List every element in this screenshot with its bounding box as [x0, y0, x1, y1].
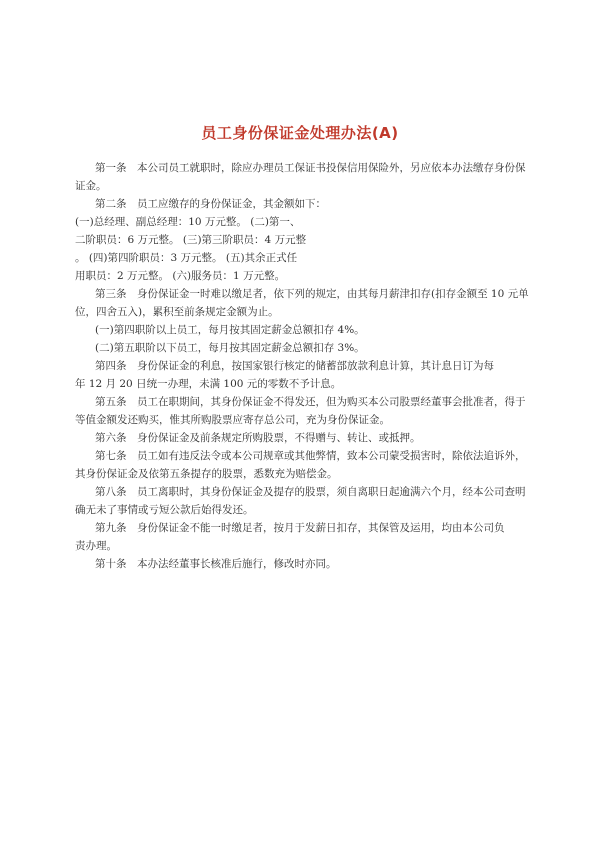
- article-3-line-1: 第三条 身份保证金一时难以缴足者，依下列的规定，由其每月薪津扣存(扣存金额至 10 元单: [95, 288, 529, 300]
- document-body: [75, 159, 530, 573]
- article-2-line-2: (一)总经理、副总经理：10 万元整。 (二)第一、: [75, 216, 301, 228]
- article-6-line-1: 第六条 身份保证金及前条规定所购股票，不得赠与、转让、或抵押。: [95, 432, 421, 444]
- article-8-line-2: 确无未了事情或亏短公款后始得发还。: [75, 504, 254, 516]
- article-3-item-2: (二)第五职阶以下员工，每月按其固定薪金总额扣存 3%。: [95, 342, 365, 354]
- article-3-line-2: 位，四舍五入)，累积至前条规定金额为止。: [75, 306, 279, 318]
- article-5-line-1: 第五条 员工在职期间，其身份保证金不得发还，但为购买本公司股票经董事会批准者，得于: [95, 396, 526, 408]
- article-2-line-4: 。 (四)第四阶职员：3 万元整。 (五)其余正式任: [75, 252, 298, 264]
- article-9-line-2: 责办理。: [75, 540, 117, 552]
- article-1-line-2: 证金。: [75, 180, 107, 192]
- article-10-line-1: 第十条 本办法经董事长核准后施行，修改时亦同。: [95, 558, 337, 570]
- article-4-line-2: 年 12 月 20 日统一办理，未满 100 元的零数不予计息。: [75, 378, 342, 390]
- article-2-line-1: 第二条 员工应缴存的身份保证金，其金额如下：: [95, 198, 326, 210]
- article-7-line-1: 第七条 员工如有违反法令或本公司规章或其他弊情，致本公司蒙受损害时，除依法追诉外，: [95, 450, 526, 462]
- article-8-line-1: 第八条 员工离职时，其身份保证金及提存的股票，须自离职日起逾满六个月，经本公司查明: [95, 486, 526, 498]
- article-2-line-3: 二阶职员：6 万元整。 (三)第三阶职员：4 万元整: [75, 234, 307, 246]
- article-3-item-1: (一)第四职阶以上员工，每月按其固定薪金总额扣存 4%。: [95, 324, 365, 336]
- article-4-line-1: 第四条 身份保证金的利息，按国家银行核定的储蓄部放款利息计算，其计息日订为每: [95, 360, 494, 372]
- document-title: 员工身份保证金处理办法(A): [201, 124, 399, 142]
- article-5-line-2: 等值金额发还购买，惟其所购股票应寄存总公司，充为身份保证金。: [75, 414, 390, 426]
- article-9-line-1: 第九条 身份保证金不能一时缴足者，按月于发薪日扣存，其保管及运用，均由本公司负: [95, 522, 505, 534]
- article-2-line-5: 用职员：2 万元整。 (六)服务员：1 万元整。: [75, 270, 286, 282]
- article-1-line-1: 第一条 本公司员工就职时，除应办理员工保证书投保信用保险外，另应依本办法缴存身份保: [95, 162, 526, 174]
- article-7-line-2: 其身份保证金及依第五条提存的股票，悉数充为赔偿金。: [75, 468, 338, 480]
